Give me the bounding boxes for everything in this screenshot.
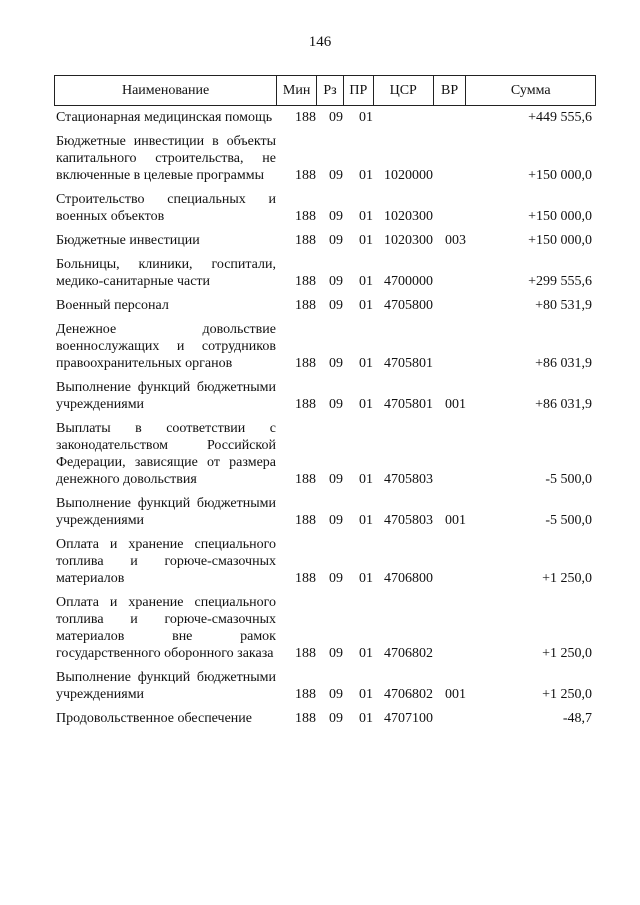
row-rz: 09 [329, 711, 343, 726]
row-min: 188 [295, 472, 316, 487]
row-csr: 4705801 [384, 356, 433, 371]
row-name: Бюджетные инвестиции в объекты капитального строительства, не включенные в целевые программы [56, 134, 276, 183]
row-min: 188 [295, 646, 316, 661]
page-number: 146 [308, 34, 332, 50]
row-name: Выполнение функций бюджетными учреждениями [56, 380, 276, 412]
row-min: 188 [295, 356, 316, 371]
row-name: Больницы, клиники, госпитали, медико-санитарные части [56, 257, 276, 289]
table-row [54, 420, 596, 488]
row-rz: 09 [329, 397, 343, 412]
header-pr: ПР [343, 76, 373, 105]
row-rz: 09 [329, 209, 343, 224]
header-sum: Сумма [465, 76, 595, 105]
table-row [54, 256, 596, 290]
row-rz: 09 [329, 646, 343, 661]
row-min: 188 [295, 571, 316, 586]
row-sum: +1 250,0 [542, 646, 592, 661]
row-csr: 4705803 [384, 472, 433, 487]
row-sum: +150 000,0 [528, 233, 592, 248]
header-rz: Рз [316, 76, 343, 105]
row-pr: 01 [359, 274, 373, 289]
row-min: 188 [295, 168, 316, 183]
row-name: Военный персонал [56, 298, 169, 313]
table-row [54, 710, 596, 727]
row-pr: 01 [359, 687, 373, 702]
row-pr: 01 [359, 397, 373, 412]
row-csr: 4706802 [384, 646, 433, 661]
row-pr: 01 [359, 711, 373, 726]
row-csr: 1020300 [384, 209, 433, 224]
table-row [54, 321, 596, 372]
row-csr: 4707100 [384, 711, 433, 726]
row-name: Выплаты в соответствии с законодательством Российской Федерации, зависящие от размера денежного довольствия [56, 421, 276, 487]
row-csr: 1020000 [384, 168, 433, 183]
row-csr: 4705803 [384, 513, 433, 528]
row-sum: +299 555,6 [528, 274, 592, 289]
row-pr: 01 [359, 472, 373, 487]
row-sum: +449 555,6 [528, 110, 592, 125]
row-pr: 01 [359, 513, 373, 528]
table-row [54, 594, 596, 662]
row-sum: +1 250,0 [542, 687, 592, 702]
row-name: Денежное довольствие военнослужащих и сотрудников правоохранительных органов [56, 322, 276, 371]
row-min: 188 [295, 711, 316, 726]
row-sum: +150 000,0 [528, 168, 592, 183]
row-rz: 09 [329, 571, 343, 586]
row-pr: 01 [359, 233, 373, 248]
row-csr: 1020300 [384, 233, 433, 248]
row-csr: 4705801 [384, 397, 433, 412]
header-vr: ВР [433, 76, 466, 105]
row-pr: 01 [359, 209, 373, 224]
row-rz: 09 [329, 356, 343, 371]
row-min: 188 [295, 110, 316, 125]
row-rz: 09 [329, 110, 343, 125]
row-rz: 09 [329, 298, 343, 313]
row-name: Выполнение функций бюджетными учреждениями [56, 496, 276, 528]
header-name: Наименование [121, 82, 210, 98]
row-pr: 01 [359, 646, 373, 661]
table-header [54, 75, 596, 106]
row-rz: 09 [329, 274, 343, 289]
table-row [54, 232, 596, 249]
row-sum: +80 531,9 [535, 298, 592, 313]
row-vr: 001 [445, 687, 466, 702]
row-csr: 4706800 [384, 571, 433, 586]
row-min: 188 [295, 298, 316, 313]
table-row [54, 133, 596, 184]
row-pr: 01 [359, 571, 373, 586]
row-rz: 09 [329, 472, 343, 487]
table-row [54, 109, 596, 126]
row-sum: -5 500,0 [545, 472, 592, 487]
row-name: Выполнение функций бюджетными учреждениями [56, 670, 276, 702]
row-rz: 09 [329, 233, 343, 248]
row-csr: 4706802 [384, 687, 433, 702]
row-rz: 09 [329, 687, 343, 702]
row-rz: 09 [329, 513, 343, 528]
table-row [54, 495, 596, 529]
row-pr: 01 [359, 110, 373, 125]
row-name: Стационарная медицинская помощь [56, 110, 273, 125]
row-sum: +1 250,0 [542, 571, 592, 586]
row-min: 188 [295, 274, 316, 289]
table-row [54, 191, 596, 225]
row-min: 188 [295, 233, 316, 248]
row-min: 188 [295, 513, 316, 528]
row-pr: 01 [359, 298, 373, 313]
row-vr: 001 [445, 513, 466, 528]
table-row [54, 536, 596, 587]
row-min: 188 [295, 209, 316, 224]
row-name: Строительство специальных и военных объектов [56, 192, 276, 224]
row-name: Бюджетные инвестиции [56, 233, 200, 248]
row-sum: -5 500,0 [545, 513, 592, 528]
table-row [54, 379, 596, 413]
row-name: Продовольственное обеспечение [56, 711, 252, 726]
table-body [54, 109, 596, 727]
row-sum: -48,7 [562, 711, 592, 726]
row-min: 188 [295, 687, 316, 702]
header-csr: ЦСР [373, 76, 433, 105]
row-rz: 09 [329, 168, 343, 183]
row-name: Оплата и хранение специального топлива и горюче-смазочных материалов [56, 537, 276, 586]
row-min: 188 [295, 397, 316, 412]
row-sum: +86 031,9 [535, 356, 592, 371]
row-pr: 01 [359, 168, 373, 183]
table-row [54, 297, 596, 314]
row-sum: +150 000,0 [528, 209, 592, 224]
table-row [54, 669, 596, 703]
row-pr: 01 [359, 356, 373, 371]
row-csr: 4705800 [384, 298, 433, 313]
header-min: Мин [276, 76, 316, 105]
row-csr: 4700000 [384, 274, 433, 289]
row-sum: +86 031,9 [535, 397, 592, 412]
row-vr: 001 [445, 397, 466, 412]
budget-table [54, 75, 596, 734]
row-name: Оплата и хранение специального топлива и горюче-смазочных материалов вне рамок государственного оборонного заказа [56, 595, 276, 661]
row-vr: 003 [445, 233, 466, 248]
